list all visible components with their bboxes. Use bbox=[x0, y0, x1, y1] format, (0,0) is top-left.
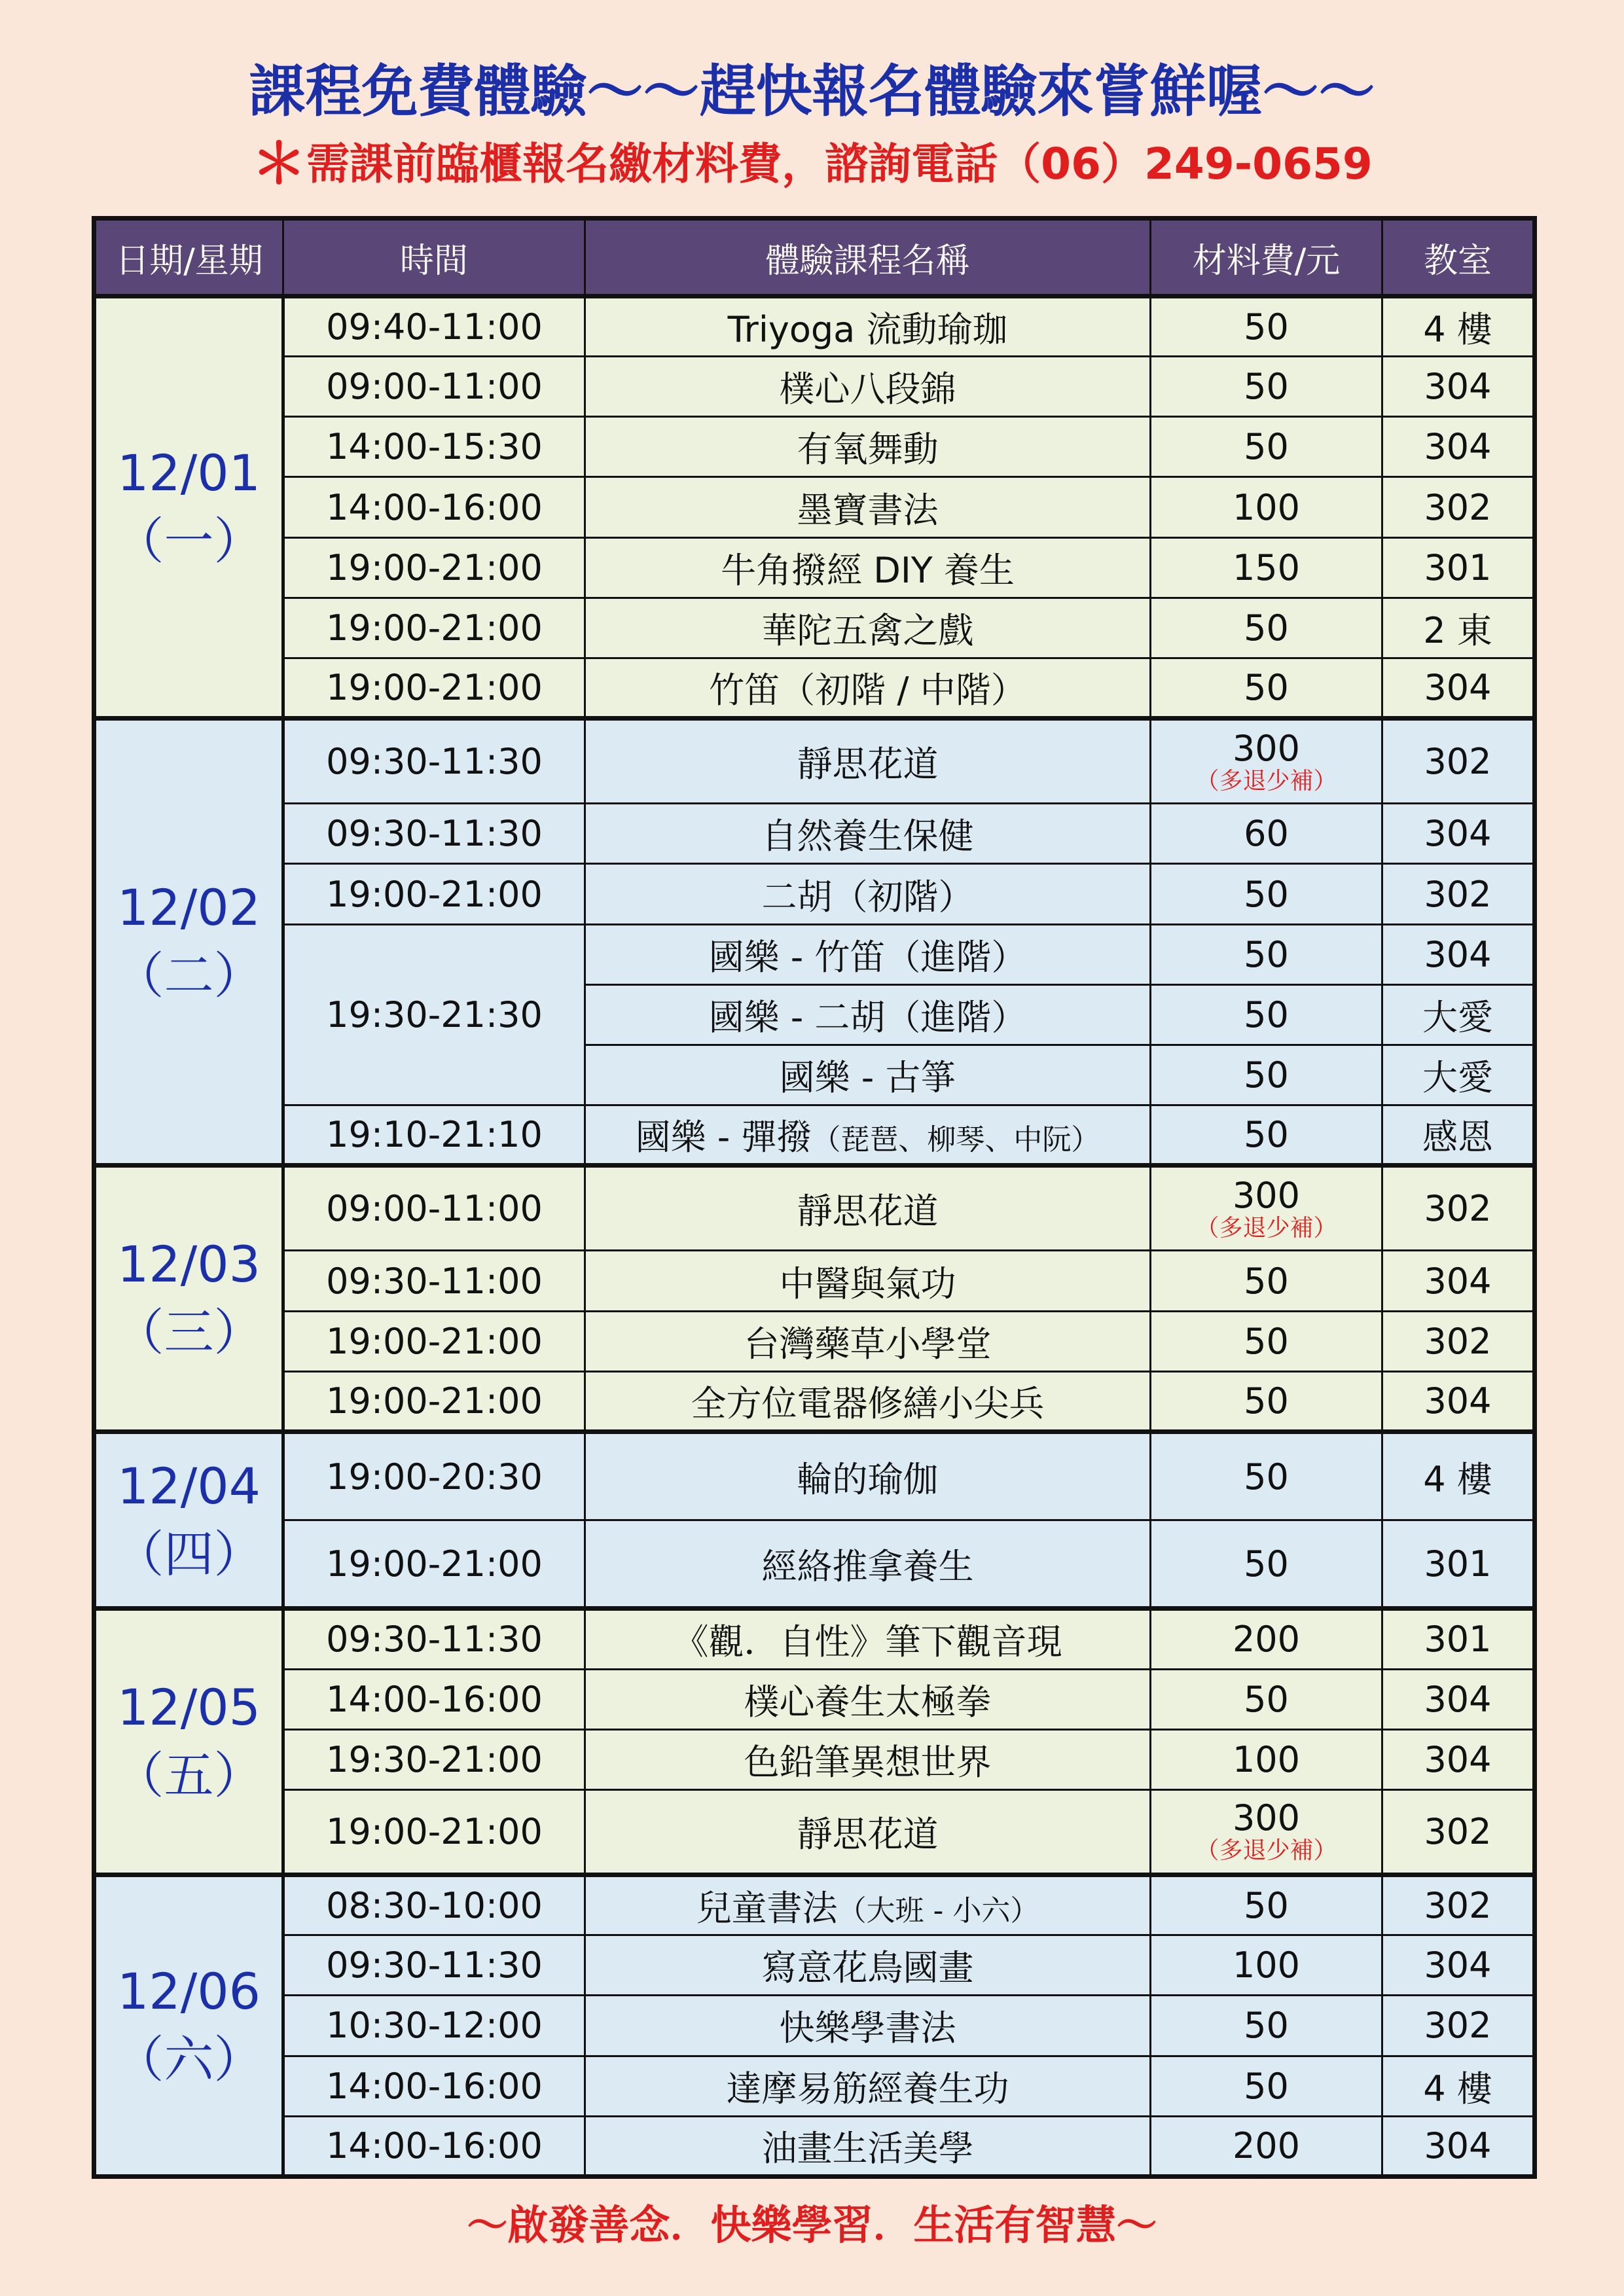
table-row bbox=[94, 2056, 1535, 2116]
time-cell: 09:30-11:30 bbox=[283, 804, 585, 864]
course-cell: 國樂 - 古箏 bbox=[585, 1045, 1151, 1105]
room-cell: 301 bbox=[1382, 1609, 1535, 1669]
time-cell: 09:30-11:00 bbox=[283, 1251, 585, 1311]
time-cell: 14:00-15:30 bbox=[283, 417, 585, 477]
fee-cell: 200 bbox=[1151, 2116, 1382, 2176]
header-fee: 材料費/元 bbox=[1151, 219, 1382, 296]
time-cell: 19:00-21:00 bbox=[283, 598, 585, 658]
room-cell: 302 bbox=[1382, 1166, 1535, 1251]
fee-cell: 150 bbox=[1151, 537, 1382, 598]
header-room: 教室 bbox=[1382, 219, 1535, 296]
time-cell: 19:00-20:30 bbox=[283, 1431, 585, 1520]
room-cell: 大愛 bbox=[1382, 1045, 1535, 1105]
course-cell: 靜思花道 bbox=[585, 1166, 1151, 1251]
fee-cell: 50 bbox=[1151, 1875, 1382, 1935]
fee-cell bbox=[1151, 1166, 1382, 1251]
fee-cell: 50 bbox=[1151, 658, 1382, 718]
fee-cell: 50 bbox=[1151, 1251, 1382, 1311]
room-cell: 304 bbox=[1382, 658, 1535, 718]
table-row bbox=[94, 1166, 1535, 1251]
room-cell: 304 bbox=[1382, 1729, 1535, 1789]
table-row bbox=[94, 924, 1535, 984]
table-row bbox=[94, 598, 1535, 658]
table-row bbox=[94, 1996, 1535, 2056]
room-cell: 302 bbox=[1382, 864, 1535, 924]
time-cell: 14:00-16:00 bbox=[283, 477, 585, 537]
course-cell: 靜思花道 bbox=[585, 1789, 1151, 1874]
day-cell bbox=[94, 719, 283, 1166]
table-row bbox=[94, 2116, 1535, 2176]
time-cell: 09:00-11:00 bbox=[283, 1166, 585, 1251]
course-cell bbox=[585, 1875, 1151, 1935]
time-cell: 19:00-21:00 bbox=[283, 1371, 585, 1431]
fee-cell: 50 bbox=[1151, 296, 1382, 357]
day-date: 12/05 bbox=[117, 1678, 261, 1737]
day-weekday: （六） bbox=[114, 2030, 264, 2089]
table-row bbox=[94, 296, 1535, 357]
fee-cell: 50 bbox=[1151, 984, 1382, 1045]
day-date: 12/01 bbox=[117, 444, 261, 503]
room-cell: 大愛 bbox=[1382, 984, 1535, 1045]
course-cell: 牛角撥經 DIY 養生 bbox=[585, 537, 1151, 598]
room-cell: 304 bbox=[1382, 1935, 1535, 1996]
table-row bbox=[94, 864, 1535, 924]
time-cell: 09:30-11:30 bbox=[283, 1609, 585, 1669]
fee-value: 300 bbox=[1232, 1797, 1301, 1839]
table-row bbox=[94, 357, 1535, 417]
room-cell: 301 bbox=[1382, 537, 1535, 598]
time-cell: 09:30-11:30 bbox=[283, 719, 585, 804]
course-cell: 二胡（初階） bbox=[585, 864, 1151, 924]
course-cell: Triyoga 流動瑜珈 bbox=[585, 296, 1151, 357]
time-cell: 19:30-21:00 bbox=[283, 1729, 585, 1789]
course-cell: 國樂 - 竹笛（進階） bbox=[585, 924, 1151, 984]
day-date: 12/02 bbox=[117, 878, 261, 937]
fee-cell: 50 bbox=[1151, 2056, 1382, 2116]
time-cell: 14:00-16:00 bbox=[283, 2056, 585, 2116]
fee-cell: 50 bbox=[1151, 417, 1382, 477]
course-note: （大班 - 小六） bbox=[837, 1894, 1039, 1928]
day-weekday: （二） bbox=[114, 946, 264, 1005]
course-cell bbox=[585, 1105, 1151, 1166]
course-cell: 靜思花道 bbox=[585, 719, 1151, 804]
room-cell: 302 bbox=[1382, 477, 1535, 537]
table-row bbox=[94, 477, 1535, 537]
fee-cell: 100 bbox=[1151, 1935, 1382, 1996]
time-cell: 08:30-10:00 bbox=[283, 1875, 585, 1935]
time-cell: 19:30-21:30 bbox=[283, 924, 585, 1105]
table-row bbox=[94, 537, 1535, 598]
time-cell: 19:00-21:00 bbox=[283, 864, 585, 924]
time-cell: 14:00-16:00 bbox=[283, 1669, 585, 1729]
table-row bbox=[94, 1609, 1535, 1669]
time-cell: 19:10-21:10 bbox=[283, 1105, 585, 1166]
day-weekday: （一） bbox=[114, 512, 264, 571]
room-cell: 302 bbox=[1382, 1996, 1535, 2056]
time-cell: 19:00-21:00 bbox=[283, 1311, 585, 1371]
header-course: 體驗課程名稱 bbox=[585, 219, 1151, 296]
fee-cell: 50 bbox=[1151, 1431, 1382, 1520]
table-row bbox=[94, 1431, 1535, 1520]
table-header-row bbox=[94, 219, 1535, 296]
course-cell: 油畫生活美學 bbox=[585, 2116, 1151, 2176]
table-row bbox=[94, 804, 1535, 864]
course-cell: 達摩易筋經養生功 bbox=[585, 2056, 1151, 2116]
fee-cell: 50 bbox=[1151, 1105, 1382, 1166]
fee-cell: 50 bbox=[1151, 1371, 1382, 1431]
day-weekday: （四） bbox=[114, 1524, 264, 1583]
course-cell: 國樂 - 二胡（進階） bbox=[585, 984, 1151, 1045]
room-cell: 2 東 bbox=[1382, 598, 1535, 658]
room-cell: 304 bbox=[1382, 1669, 1535, 1729]
room-cell: 304 bbox=[1382, 357, 1535, 417]
day-cell bbox=[94, 1609, 283, 1875]
time-cell: 09:30-11:30 bbox=[283, 1935, 585, 1996]
course-cell: 快樂學書法 bbox=[585, 1996, 1151, 2056]
fee-cell: 50 bbox=[1151, 598, 1382, 658]
room-cell: 304 bbox=[1382, 1371, 1535, 1431]
course-cell: 輪的瑜伽 bbox=[585, 1431, 1151, 1520]
course-cell: 華陀五禽之戲 bbox=[585, 598, 1151, 658]
header-date: 日期/星期 bbox=[94, 219, 283, 296]
table-row bbox=[94, 658, 1535, 718]
fee-cell: 100 bbox=[1151, 477, 1382, 537]
course-cell: 全方位電器修繕小尖兵 bbox=[585, 1371, 1151, 1431]
room-cell: 302 bbox=[1382, 1789, 1535, 1874]
course-cell: 樸心養生太極拳 bbox=[585, 1669, 1151, 1729]
table-row bbox=[94, 1935, 1535, 1996]
course-schedule-table bbox=[92, 216, 1537, 2179]
course-cell: 色鉛筆異想世界 bbox=[585, 1729, 1151, 1789]
room-cell: 感恩 bbox=[1382, 1105, 1535, 1166]
fee-cell: 50 bbox=[1151, 1045, 1382, 1105]
table-row bbox=[94, 417, 1535, 477]
room-cell: 304 bbox=[1382, 417, 1535, 477]
table-row bbox=[94, 1520, 1535, 1609]
table-row bbox=[94, 1251, 1535, 1311]
time-cell: 19:00-21:00 bbox=[283, 1520, 585, 1609]
time-cell: 19:00-21:00 bbox=[283, 1789, 585, 1874]
registration-notice bbox=[0, 131, 1624, 196]
fee-value: 300 bbox=[1232, 727, 1301, 769]
day-weekday: （五） bbox=[114, 1746, 264, 1805]
room-cell: 302 bbox=[1382, 719, 1535, 804]
fee-value: 300 bbox=[1232, 1174, 1301, 1216]
asterisk-icon: ＊ bbox=[251, 132, 307, 196]
fee-note: （多退少補） bbox=[1195, 1214, 1337, 1242]
room-cell: 304 bbox=[1382, 804, 1535, 864]
time-cell: 09:00-11:00 bbox=[283, 357, 585, 417]
course-name: 國樂 - 彈撥 bbox=[635, 1117, 812, 1158]
fee-cell: 60 bbox=[1151, 804, 1382, 864]
day-date: 12/04 bbox=[117, 1456, 261, 1515]
table-row bbox=[94, 1669, 1535, 1729]
table-row bbox=[94, 1371, 1535, 1431]
footer-slogan: ～啟發善念．快樂學習．生活有智慧～ bbox=[467, 2201, 1157, 2249]
fee-cell: 50 bbox=[1151, 924, 1382, 984]
time-cell: 10:30-12:00 bbox=[283, 1996, 585, 2056]
room-cell: 304 bbox=[1382, 2116, 1535, 2176]
course-cell: 《觀．自性》筆下觀音現 bbox=[585, 1609, 1151, 1669]
time-cell: 09:40-11:00 bbox=[283, 296, 585, 357]
header-time: 時間 bbox=[283, 219, 585, 296]
registration-notice-text: 需課前臨櫃報名繳材料費，諮詢電話（06）249-0659 bbox=[306, 139, 1373, 189]
day-date: 12/06 bbox=[117, 1962, 261, 2021]
course-cell: 竹笛（初階 / 中階） bbox=[585, 658, 1151, 718]
page-title: 課程免費體驗～～趕快報名體驗來嘗鮮喔～～ bbox=[249, 59, 1375, 124]
course-note: （琵琶、柳琴、中阮） bbox=[812, 1123, 1100, 1157]
fee-cell: 200 bbox=[1151, 1609, 1382, 1669]
course-cell: 自然養生保健 bbox=[585, 804, 1151, 864]
fee-cell: 50 bbox=[1151, 1520, 1382, 1609]
fee-note: （多退少補） bbox=[1195, 1837, 1337, 1865]
room-cell: 302 bbox=[1382, 1875, 1535, 1935]
course-cell: 經絡推拿養生 bbox=[585, 1520, 1151, 1609]
day-weekday: （三） bbox=[114, 1303, 264, 1362]
table-row bbox=[94, 1729, 1535, 1789]
time-cell: 19:00-21:00 bbox=[283, 537, 585, 598]
room-cell: 304 bbox=[1382, 924, 1535, 984]
course-cell: 台灣藥草小學堂 bbox=[585, 1311, 1151, 1371]
fee-cell: 50 bbox=[1151, 357, 1382, 417]
room-cell: 4 樓 bbox=[1382, 1431, 1535, 1520]
day-cell bbox=[94, 1166, 283, 1432]
course-cell: 寫意花鳥國畫 bbox=[585, 1935, 1151, 1996]
room-cell: 4 樓 bbox=[1382, 2056, 1535, 2116]
fee-cell: 50 bbox=[1151, 864, 1382, 924]
table-row bbox=[94, 1875, 1535, 1935]
course-cell: 中醫與氣功 bbox=[585, 1251, 1151, 1311]
course-name: 兒童書法 bbox=[696, 1888, 838, 1929]
fee-note: （多退少補） bbox=[1195, 767, 1337, 795]
table-row bbox=[94, 1311, 1535, 1371]
fee-cell: 50 bbox=[1151, 1669, 1382, 1729]
time-cell: 19:00-21:00 bbox=[283, 658, 585, 718]
day-cell bbox=[94, 1875, 283, 2177]
day-date: 12/03 bbox=[117, 1235, 261, 1294]
room-cell: 4 樓 bbox=[1382, 296, 1535, 357]
room-cell: 304 bbox=[1382, 1251, 1535, 1311]
fee-cell: 50 bbox=[1151, 1311, 1382, 1371]
room-cell: 301 bbox=[1382, 1520, 1535, 1609]
course-cell: 墨寶書法 bbox=[585, 477, 1151, 537]
room-cell: 302 bbox=[1382, 1311, 1535, 1371]
fee-cell: 100 bbox=[1151, 1729, 1382, 1789]
table-row bbox=[94, 1789, 1535, 1874]
fee-cell bbox=[1151, 1789, 1382, 1874]
course-cell: 樸心八段錦 bbox=[585, 357, 1151, 417]
table-row bbox=[94, 719, 1535, 804]
time-cell: 14:00-16:00 bbox=[283, 2116, 585, 2176]
fee-cell bbox=[1151, 719, 1382, 804]
fee-cell: 50 bbox=[1151, 1996, 1382, 2056]
course-cell: 有氧舞動 bbox=[585, 417, 1151, 477]
day-cell bbox=[94, 296, 283, 719]
table-row bbox=[94, 1105, 1535, 1166]
day-cell bbox=[94, 1431, 283, 1608]
